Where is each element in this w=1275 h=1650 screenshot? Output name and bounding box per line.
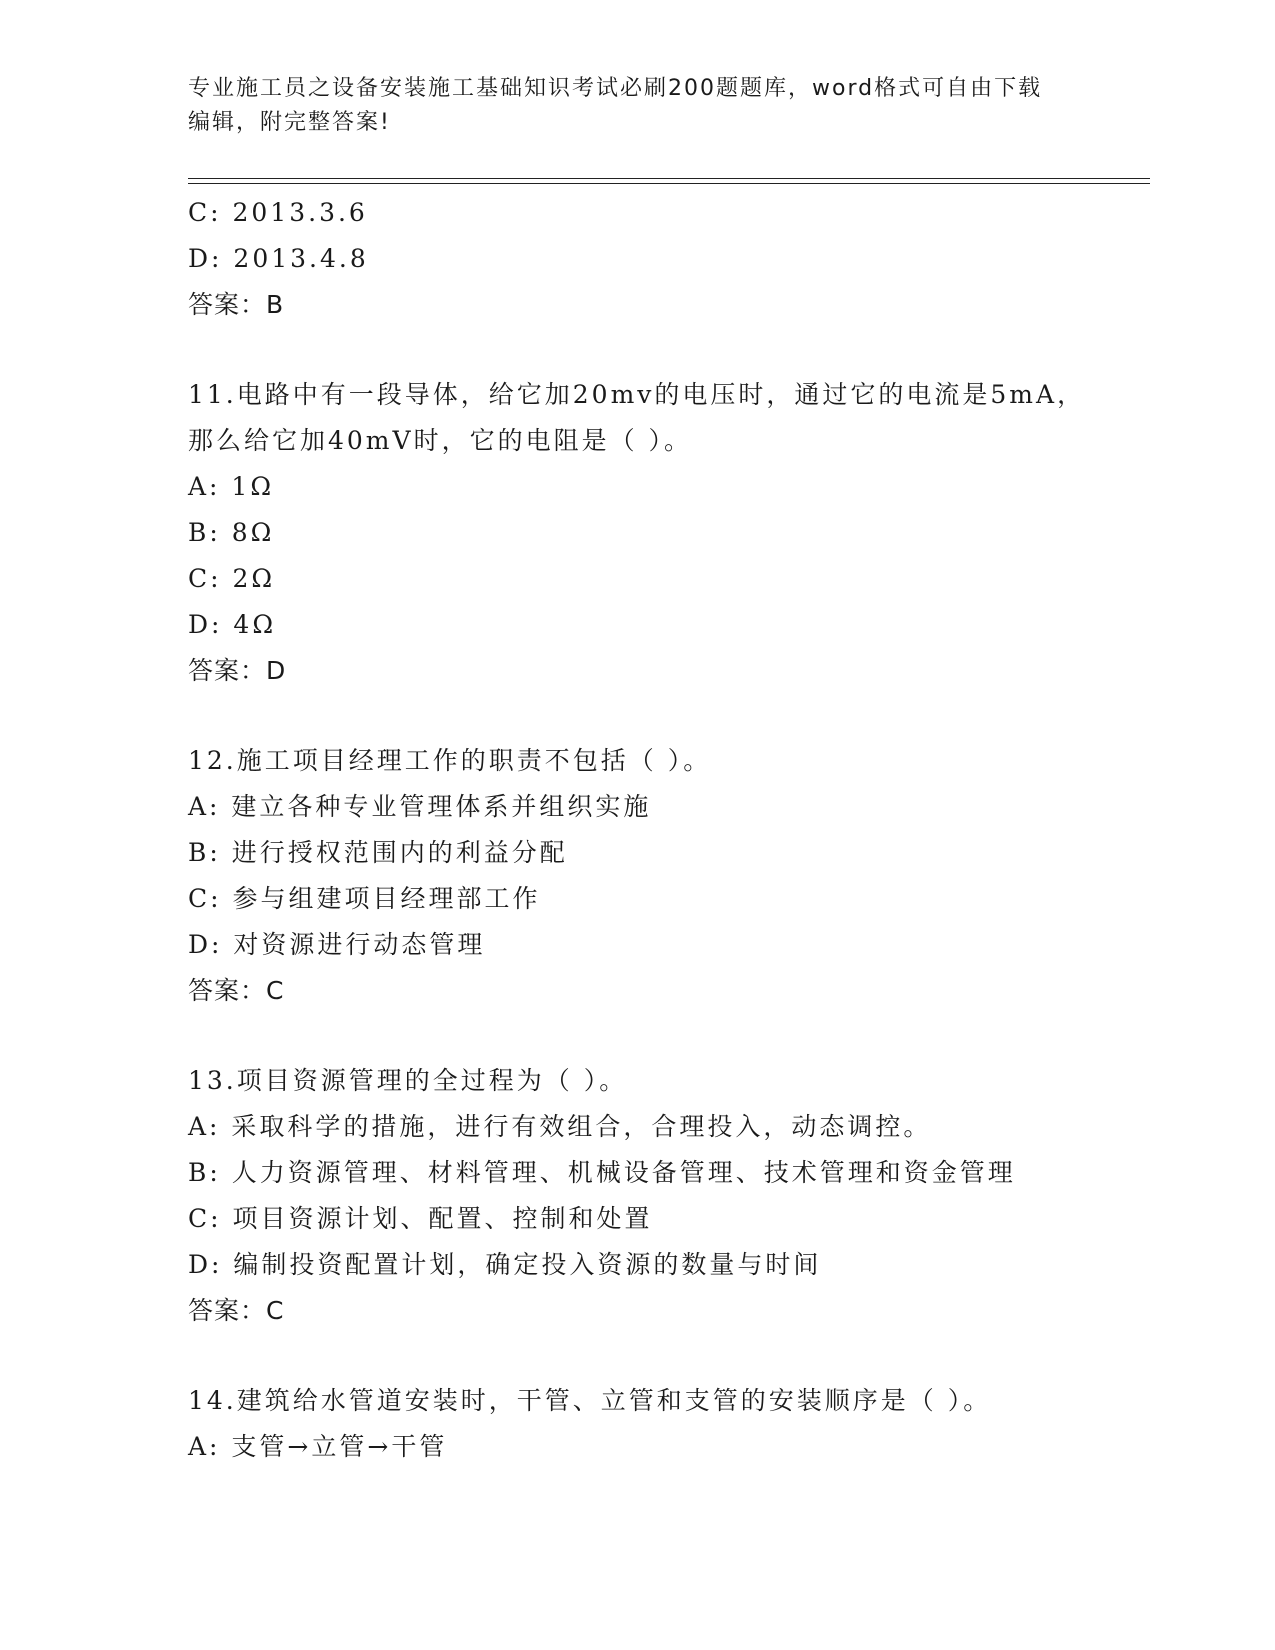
header-title-line-1: 专业施工员之设备安装施工基础知识考试必刷200题题库，word格式可自由下载 bbox=[188, 76, 1043, 101]
question-text-continued: 那么给它加40mV时，它的电阻是（ ）。 bbox=[188, 426, 693, 455]
header-title-line-2: 编辑，附完整答案! bbox=[188, 110, 391, 135]
option-b: B: 人力资源管理、材料管理、机械设备管理、技术管理和资金管理 bbox=[188, 1158, 1016, 1187]
question-text: 12.施工项目经理工作的职责不包括（ ）。 bbox=[188, 746, 712, 775]
option-b: B: 进行授权范围内的利益分配 bbox=[188, 838, 568, 867]
document-header bbox=[188, 72, 1068, 140]
option-c: C: 项目资源计划、配置、控制和处置 bbox=[188, 1204, 653, 1233]
option-b: B: 8Ω bbox=[188, 518, 275, 547]
answer-line: 答案：C bbox=[188, 976, 285, 1005]
question-text: 13.项目资源管理的全过程为（ ）。 bbox=[188, 1066, 628, 1095]
question-text: 11.电路中有一段导体，给它加20mv的电压时，通过它的电流是5mA， bbox=[188, 380, 1086, 409]
option-c: C: 2Ω bbox=[188, 564, 276, 593]
block-spacer bbox=[188, 328, 1148, 372]
header-divider-bottom bbox=[188, 183, 1150, 184]
question-block-12 bbox=[188, 738, 1148, 1014]
question-text: 14.建筑给水管道安装时，干管、立管和支管的安装顺序是（ ）。 bbox=[188, 1386, 992, 1415]
option-a: A: 支管→立管→干管 bbox=[188, 1432, 448, 1461]
answer-line: 答案：B bbox=[188, 290, 285, 319]
block-spacer bbox=[188, 1334, 1148, 1378]
block-spacer bbox=[188, 694, 1148, 738]
question-block-14 bbox=[188, 1378, 1148, 1470]
option-c: C: 2013.3.6 bbox=[188, 198, 368, 227]
header-divider-top bbox=[188, 178, 1150, 179]
question-block-13 bbox=[188, 1058, 1148, 1334]
option-d: D: 对资源进行动态管理 bbox=[188, 930, 486, 959]
answer-line: 答案：C bbox=[188, 1296, 285, 1325]
question-list bbox=[188, 190, 1148, 1470]
option-d: D: 2013.4.8 bbox=[188, 244, 369, 273]
question-block-11 bbox=[188, 372, 1148, 694]
option-a: A: 建立各种专业管理体系并组织实施 bbox=[188, 792, 652, 821]
option-c: C: 参与组建项目经理部工作 bbox=[188, 884, 541, 913]
block-spacer bbox=[188, 1014, 1148, 1058]
option-a: A: 1Ω bbox=[188, 472, 275, 501]
option-d: D: 4Ω bbox=[188, 610, 277, 639]
option-d: D: 编制投资配置计划，确定投入资源的数量与时间 bbox=[188, 1250, 822, 1279]
answer-line: 答案：D bbox=[188, 656, 287, 685]
question-block-10 bbox=[188, 190, 1148, 328]
option-a: A: 采取科学的措施，进行有效组合，合理投入，动态调控。 bbox=[188, 1112, 932, 1141]
